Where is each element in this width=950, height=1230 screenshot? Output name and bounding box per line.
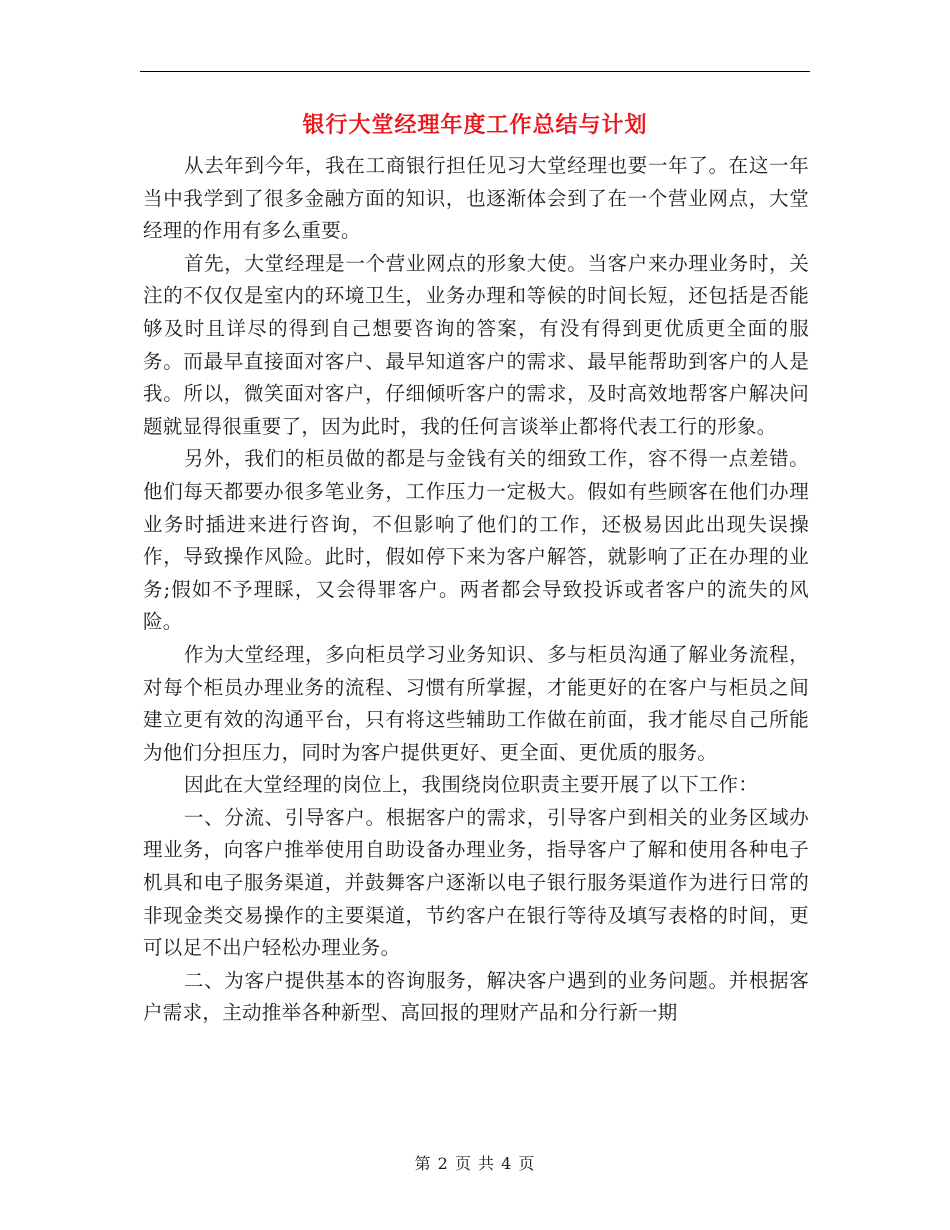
paragraph: 二、为客户提供基本的咨询服务，解决客户遇到的业务问题。并根据客户需求，主动推举各种新型、高回报的理财产品和分行新一期 [143,968,809,1025]
document-title: 银行大堂经理年度工作总结与计划 [302,112,648,138]
document-body [143,150,809,1030]
paragraph: 另外，我们的柜员做的都是与金钱有关的细致工作，容不得一点差错。他们每天都要办很多笔业务，工作压力一定极大。假如有些顾客在他们办理业务时插进来进行咨询，不但影响了他们的工作，还极易因此出现失误操作，导致操作风险。此时，假如停下来为客户解答，就影响了正在办理的业务;假如不予理睬，又会得罪客户。两者都会导致投诉或者客户的流失的风险。 [143,447,809,634]
paragraph: 因此在大堂经理的岗位上，我围绕岗位职责主要开展了以下工作： [183,773,759,797]
paragraph: 首先，大堂经理是一个营业网点的形象大使。当客户来办理业务时，关注的不仅仅是室内的环境卫生，业务办理和等候的时间长短，还包括是否能够及时且详尽的得到自己想要咨询的答案，有没有得到更优质更全面的服务。而最早直接面对客户、最早知道客户的需求、最早能帮助到客户的人是我。所以，微笑面对客户，仔细倾听客户的需求，及时高效地帮客户解决问题就显得很重要了，因为此时，我的任何言谈举止都将代表工行的形象。 [143,251,809,438]
paragraph: 从去年到今年，我在工商银行担任见习大堂经理也要一年了。在这一年当中我学到了很多金融方面的知识，也逐渐体会到了在一个营业网点，大堂经理的作用有多么重要。 [143,154,809,243]
paragraph: 一、分流、引导客户。根据客户的需求，引导客户到相关的业务区域办理业务，向客户推举使用自助设备办理业务，指导客户了解和使用各种电子机具和电子服务渠道，并鼓舞客户逐渐以电子银行服务渠道作为进行日常的非现金类交易操作的主要渠道，节约客户在银行等待及填写表格的时间，更可以足不出户轻松办理业务。 [143,805,809,960]
header-rule [140,71,810,72]
page-footer: 第 2 页 共 4 页 [414,1154,536,1173]
paragraph: 作为大堂经理，多向柜员学习业务知识、多与柜员沟通了解业务流程，对每个柜员办理业务的流程、习惯有所掌握，才能更好的在客户与柜员之间建立更有效的沟通平台，只有将这些辅助工作做在前面，我才能尽自己所能为他们分担压力，同时为客户提供更好、更全面、更优质的服务。 [143,642,809,764]
